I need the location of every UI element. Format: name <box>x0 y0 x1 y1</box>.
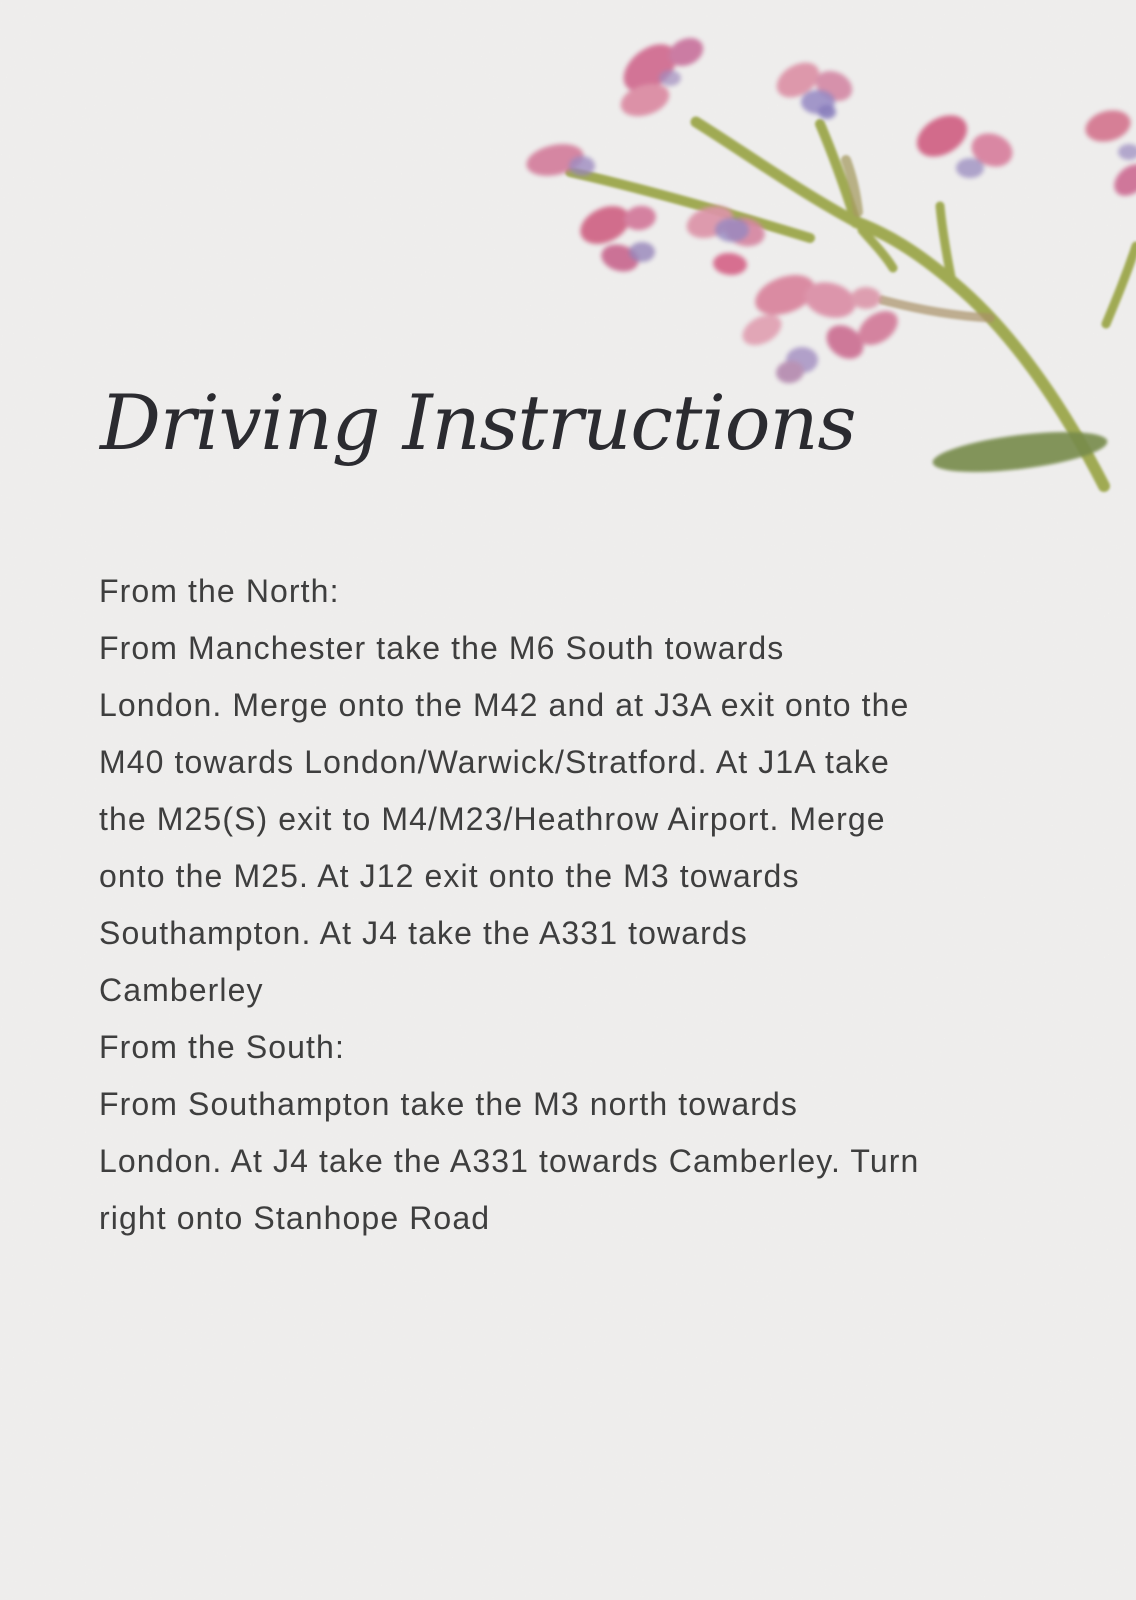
directions-line: From Manchester take the M6 South towards <box>99 630 785 666</box>
flower-blossom <box>615 33 708 122</box>
flower-blossom <box>1082 106 1136 203</box>
page-title: Driving Instructions <box>100 378 856 467</box>
flower-blossom <box>771 56 858 119</box>
flower-leaf <box>931 424 1110 479</box>
flower-blossom <box>683 200 768 276</box>
flower-blossom <box>524 139 595 180</box>
directions-line: From the South: <box>99 1029 345 1065</box>
directions-line: Southampton. At J4 take the A331 towards <box>99 915 748 951</box>
directions-line: M40 towards London/Warwick/Stratford. At J1A take <box>99 744 890 780</box>
directions-line: London. At J4 take the A331 towards Camberley. Turn <box>99 1143 920 1179</box>
flower-blossom <box>910 107 1018 178</box>
directions-line: the M25(S) exit to M4/M23/Heathrow Airport. Merge <box>99 801 886 837</box>
directions-line: Camberley <box>99 972 264 1008</box>
directions-line: From Southampton take the M3 north towards <box>99 1086 798 1122</box>
directions-line: From the North: <box>99 573 340 609</box>
directions-line: onto the M25. At J12 exit onto the M3 towards <box>99 858 800 894</box>
flower-blossom <box>574 199 658 276</box>
directions-line: right onto Stanhope Road <box>99 1200 491 1236</box>
directions-line: London. Merge onto the M42 and at J3A exit onto the <box>99 687 910 723</box>
flower-blossom <box>737 267 904 385</box>
driving-directions <box>99 563 1059 1247</box>
